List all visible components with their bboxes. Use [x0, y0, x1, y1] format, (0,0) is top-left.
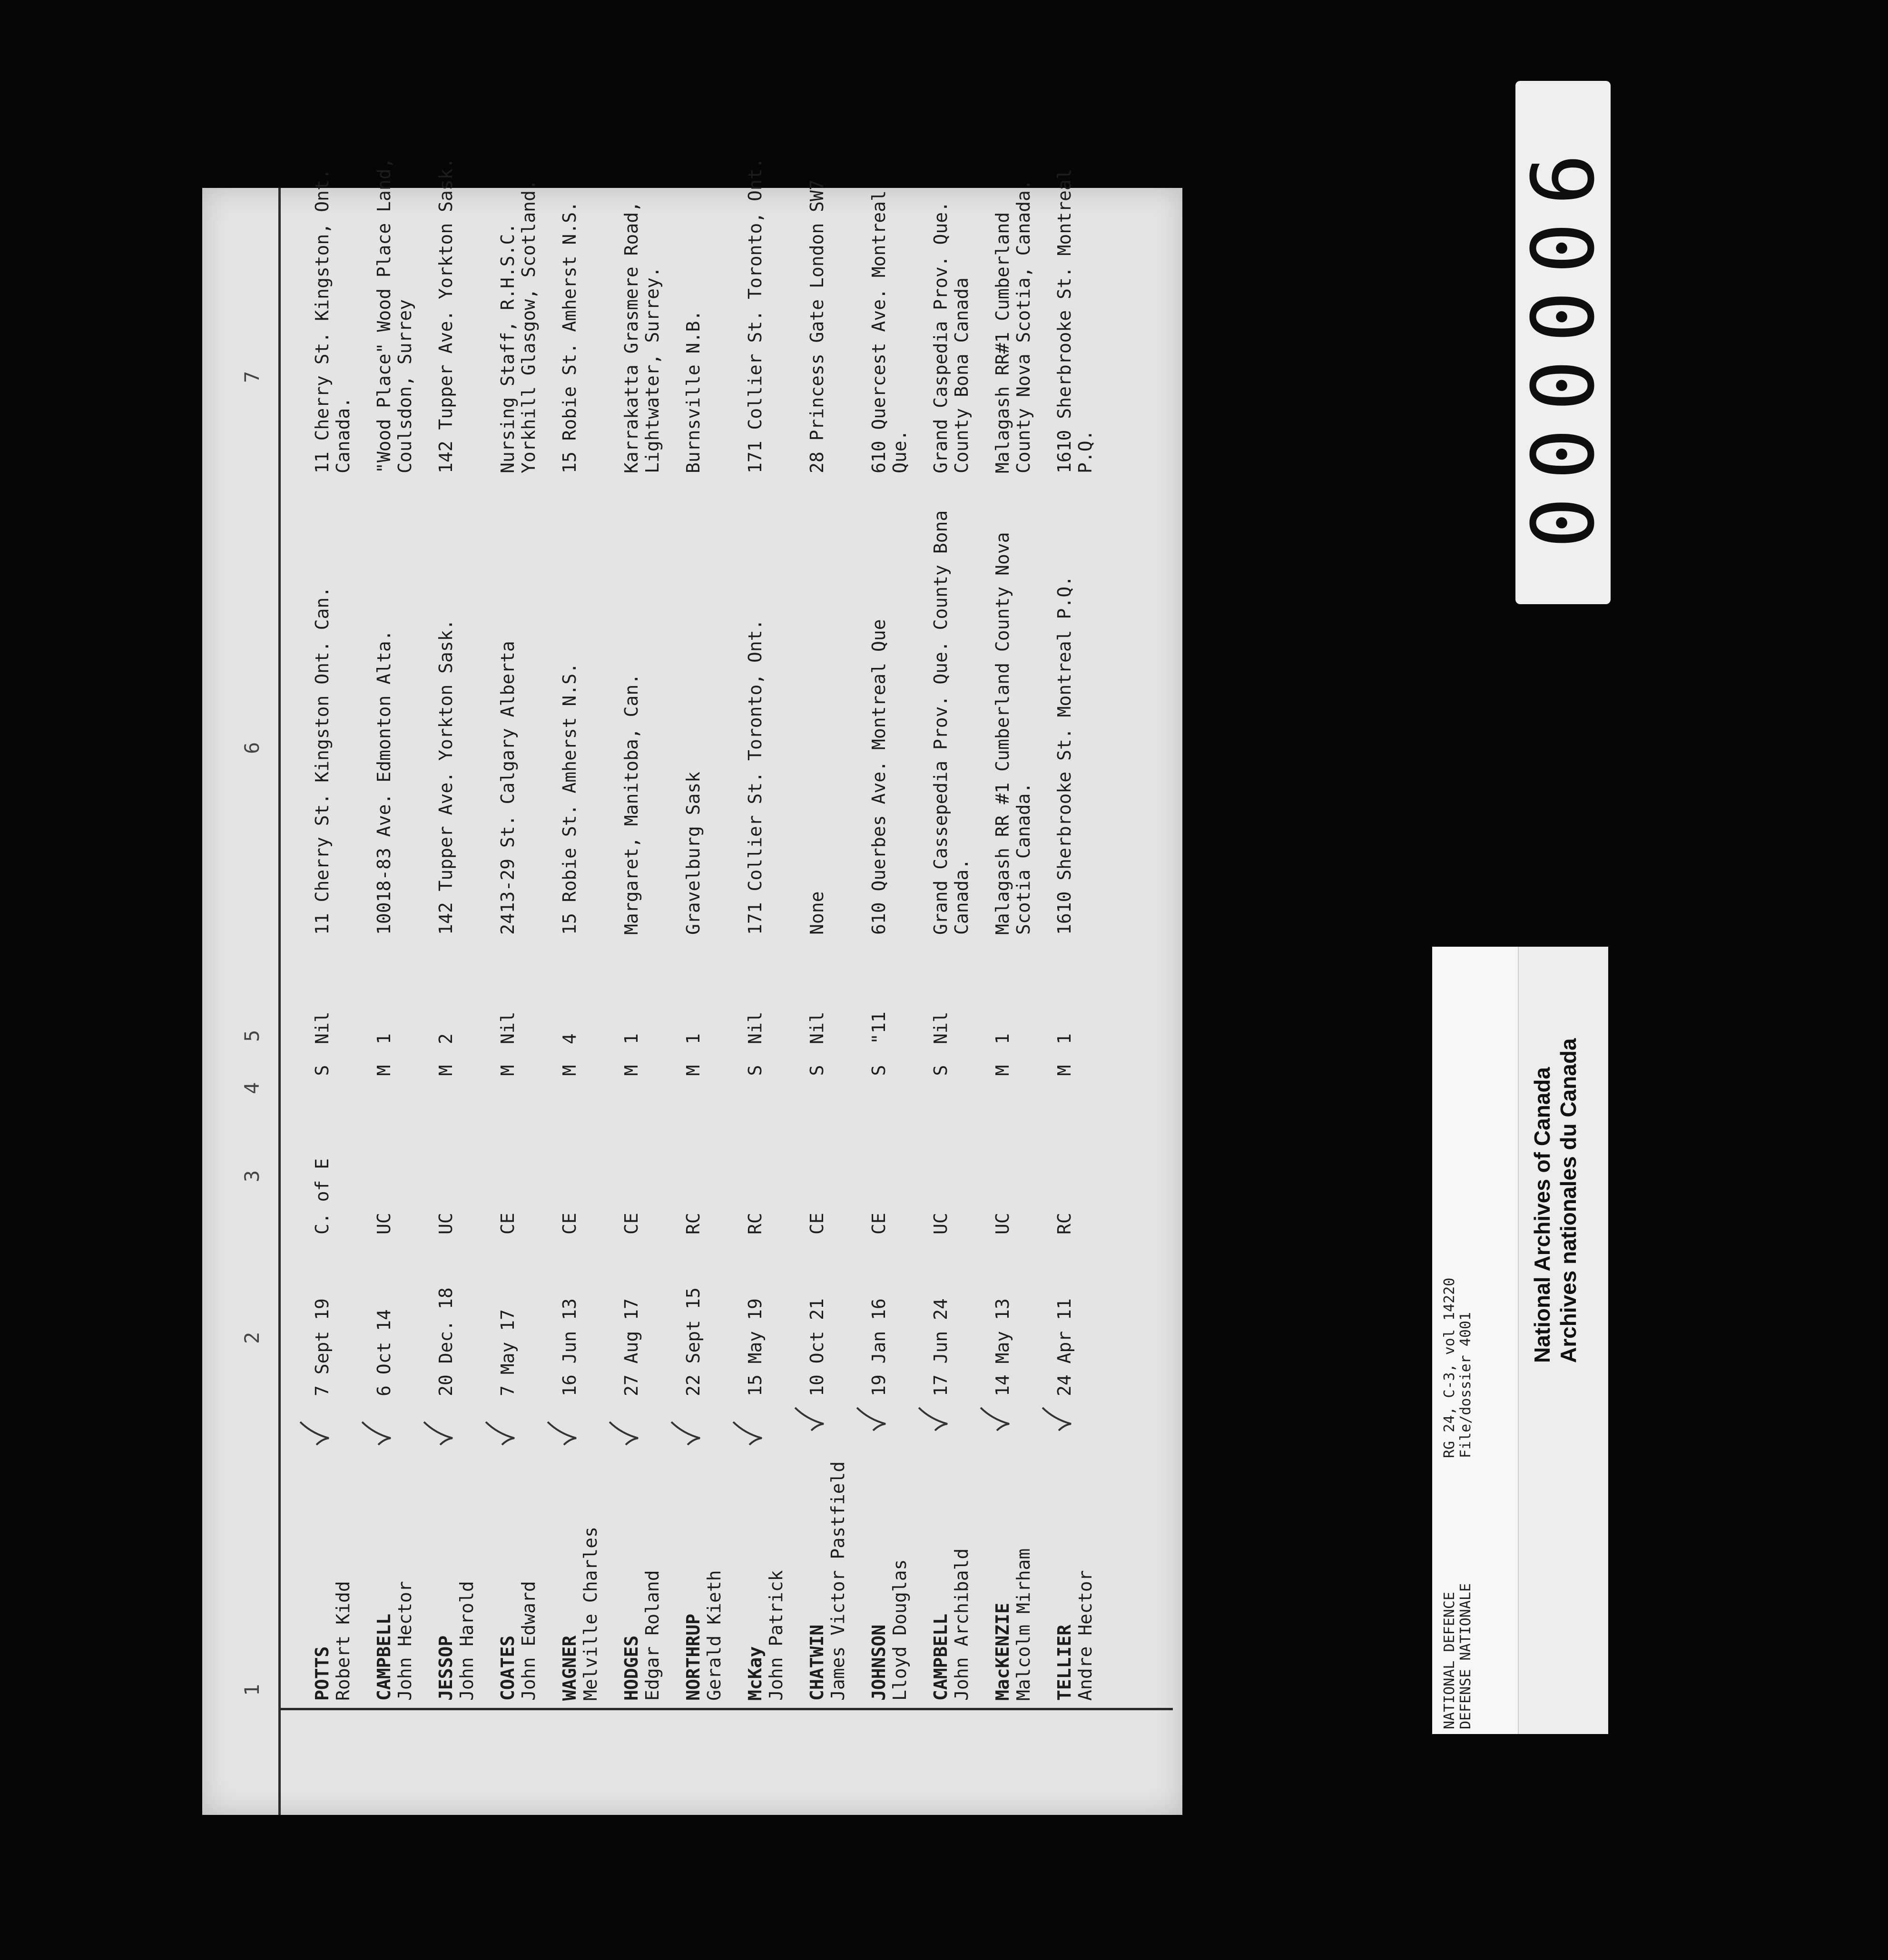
- dependents: 2: [435, 1033, 456, 1044]
- archives-label-content: [1432, 947, 1608, 1734]
- dependents: 1: [1054, 1033, 1075, 1044]
- address-column-7: 610 Quercest Ave. Montreal Que.: [868, 190, 910, 473]
- dependents: 1: [683, 1033, 704, 1044]
- archives-name-fr: Archives nationales du Canada: [1556, 1038, 1581, 1363]
- record-row: [806, 179, 868, 1815]
- check-mark-icon: [545, 1420, 578, 1449]
- name-cell: [1054, 1406, 1096, 1701]
- religion: CE: [806, 1213, 827, 1235]
- dependents: Nil: [497, 1011, 518, 1044]
- address-column-6: Gravelburg Sask: [683, 771, 704, 935]
- surname: TELLIER: [1054, 1624, 1075, 1701]
- name-cell: [621, 1406, 663, 1701]
- religion: RC: [745, 1213, 766, 1235]
- check-mark-icon: [792, 1406, 826, 1434]
- given-names: Melville Charles: [580, 1526, 601, 1701]
- religion: RC: [1054, 1213, 1075, 1235]
- check-mark-icon: [730, 1420, 764, 1449]
- address-column-7: Karrakatta Grasmere Road, Lightwater, Surrey.: [621, 201, 663, 473]
- address-column-6: 11 Cherry St. Kingston Ont. Can.: [312, 586, 333, 935]
- surname: CHATWIN: [806, 1624, 827, 1701]
- marital-status: S: [312, 1065, 333, 1076]
- given-names: James Victor Pastfield: [827, 1461, 848, 1701]
- surname: NORTHRUP: [683, 1613, 704, 1701]
- address-column-6: 610 Querbes Ave. Montreal Que: [868, 619, 889, 935]
- given-names: Malcolm Mirham: [1013, 1548, 1034, 1701]
- reference-file: File/dossier 4001: [1457, 1312, 1474, 1458]
- surname: JESSOP: [435, 1635, 456, 1701]
- archives-label: [1432, 947, 1608, 1734]
- address-column-7: Burnsville N.B.: [683, 310, 704, 473]
- record-row: [312, 168, 374, 1815]
- dependents: Nil: [745, 1011, 766, 1044]
- surname: POTTS: [312, 1646, 333, 1701]
- record-row: [930, 188, 992, 1815]
- column-number-1: 1: [240, 1684, 264, 1696]
- marital-status: M: [683, 1065, 704, 1076]
- birth-date: 27 Aug 17: [621, 1298, 642, 1396]
- given-names: John Hector: [394, 1581, 415, 1701]
- birth-date: 16 Jun 13: [559, 1298, 580, 1396]
- marital-status: S: [868, 1065, 889, 1076]
- religion: UC: [435, 1213, 456, 1235]
- column-number-4: 4: [240, 1082, 264, 1094]
- religion: UC: [374, 1213, 394, 1235]
- record-card-content: [202, 157, 1182, 1815]
- record-row: [497, 179, 559, 1815]
- dependents: Nil: [930, 1011, 951, 1044]
- frame-number-content: [1515, 81, 1611, 604]
- surname: HODGES: [621, 1635, 642, 1701]
- birth-date: 19 Jan 16: [868, 1298, 889, 1396]
- department-fr: DEFENSE NATIONALE: [1457, 1583, 1474, 1729]
- religion: UC: [992, 1213, 1013, 1235]
- given-names: Andre Hector: [1075, 1570, 1096, 1701]
- surname: MacKENZIE: [992, 1603, 1013, 1701]
- name-cell: [930, 1406, 972, 1701]
- surname: COATES: [497, 1635, 518, 1701]
- marital-status: M: [1054, 1065, 1075, 1076]
- given-names: John Harold: [456, 1581, 477, 1701]
- address-column-7: 11 Cherry St. Kingston, Ont. Canada.: [312, 168, 354, 473]
- check-mark-icon: [607, 1420, 640, 1449]
- surname: McKay: [745, 1646, 766, 1701]
- dependents: Nil: [312, 1011, 333, 1044]
- birth-date: 6 Oct 14: [374, 1309, 394, 1396]
- marital-status: S: [745, 1065, 766, 1076]
- dependents: 1: [374, 1033, 394, 1044]
- address-column-6: 142 Tupper Ave. Yorkton Sask.: [435, 619, 456, 935]
- record-row: [621, 188, 683, 1815]
- check-mark-icon: [297, 1420, 331, 1449]
- given-names: Edgar Roland: [642, 1570, 663, 1701]
- birth-date: 15 May 19: [745, 1298, 766, 1396]
- marital-status: M: [992, 1065, 1013, 1076]
- name-cell: [374, 1406, 415, 1701]
- religion: CE: [621, 1213, 642, 1235]
- religion: CE: [868, 1213, 889, 1235]
- check-mark-icon: [1040, 1406, 1073, 1434]
- name-cell: [497, 1406, 539, 1701]
- religion: CE: [559, 1213, 580, 1235]
- dependents: 4: [559, 1033, 580, 1044]
- label-divider: [1518, 947, 1519, 1734]
- name-cell: [683, 1406, 725, 1701]
- check-mark-icon: [421, 1420, 454, 1449]
- address-column-7: 1610 Sherbrooke St. Montreal P.Q.: [1054, 168, 1096, 473]
- marital-status: M: [559, 1065, 580, 1076]
- religion: UC: [930, 1213, 951, 1235]
- check-mark-icon: [854, 1406, 887, 1434]
- frame-number-plate: [1515, 81, 1611, 604]
- surname: WAGNER: [559, 1635, 580, 1701]
- record-row: [868, 188, 930, 1815]
- dependents: 1: [992, 1033, 1013, 1044]
- address-column-7: 142 Tupper Ave. Yorkton Sask.: [435, 157, 456, 473]
- column-number-3: 3: [240, 1170, 264, 1182]
- address-column-7: 171 Collier St. Toronto, Ont.: [745, 157, 766, 473]
- given-names: Robert Kidd: [333, 1581, 354, 1701]
- address-column-6: Grand Cassepedia Prov. Que. County Bona Canada.: [930, 510, 972, 935]
- archives-name-en: National Archives of Canada: [1530, 1067, 1554, 1363]
- surname: JOHNSON: [868, 1624, 889, 1701]
- marital-status: S: [930, 1065, 951, 1076]
- name-cell: [806, 1406, 848, 1701]
- record-row: [374, 157, 435, 1815]
- name-cell: [992, 1406, 1034, 1701]
- record-row: [1054, 168, 1116, 1815]
- name-cell: [868, 1406, 910, 1701]
- address-column-7: Nursing Staff, R.H.S.C. Yorkhill Glasgow, Scotland.: [497, 179, 539, 473]
- marital-status: M: [374, 1065, 394, 1076]
- religion: CE: [497, 1213, 518, 1235]
- address-column-6: 15 Robie St. Amherst N.S.: [559, 663, 580, 935]
- department-en: NATIONAL DEFENCE: [1441, 1592, 1458, 1729]
- name-cell: [559, 1406, 601, 1701]
- birth-date: 10 Oct 21: [806, 1298, 827, 1396]
- given-names: John Archibald: [951, 1548, 972, 1701]
- check-mark-icon: [669, 1420, 702, 1449]
- column-number-2: 2: [240, 1332, 264, 1344]
- given-names: Gerald Kieth: [704, 1570, 725, 1701]
- check-mark-icon: [916, 1406, 949, 1434]
- given-names: Lloyd Douglas: [889, 1559, 910, 1701]
- address-column-6: 10018-83 Ave. Edmonton Alta.: [374, 630, 394, 935]
- record-row: [745, 157, 806, 1815]
- column-number-5: 5: [240, 1029, 264, 1042]
- record-card: [202, 157, 1182, 1815]
- birth-date: 20 Dec. 18: [435, 1287, 456, 1396]
- given-names: John Patrick: [766, 1570, 787, 1701]
- reference-volume: RG 24, C-3, vol 14220: [1441, 1277, 1458, 1458]
- birth-date: 14 May 13: [992, 1298, 1013, 1396]
- marital-status: S: [806, 1065, 827, 1076]
- record-row: [435, 157, 497, 1815]
- frame-number: 000006: [1514, 136, 1613, 549]
- record-row: [683, 188, 745, 1815]
- surname: CAMPBELL: [930, 1613, 951, 1701]
- header-rule: [278, 188, 281, 1815]
- dependents: 1: [621, 1033, 642, 1044]
- marital-status: M: [435, 1065, 456, 1076]
- birth-date: 24 Apr 11: [1054, 1298, 1075, 1396]
- record-row: [559, 188, 621, 1815]
- surname: CAMPBELL: [374, 1613, 394, 1701]
- birth-date: 17 Jun 24: [930, 1298, 951, 1396]
- dependents: Nil: [806, 1011, 827, 1044]
- birth-date: 7 May 17: [497, 1309, 518, 1396]
- check-mark-icon: [978, 1406, 1011, 1434]
- name-cell: [312, 1406, 354, 1701]
- address-column-6: 2413-29 St. Calgary Alberta: [497, 641, 518, 935]
- religion: C. of E: [312, 1158, 333, 1235]
- dependents: "11: [868, 1011, 889, 1044]
- address-column-7: 28 Princess Gate London SW7: [806, 179, 827, 473]
- religion: RC: [683, 1213, 704, 1235]
- birth-date: 7 Sept 19: [312, 1298, 333, 1396]
- address-column-6: 171 Collier St. Toronto, Ont.: [745, 619, 766, 935]
- name-cell: [435, 1406, 477, 1701]
- address-column-7: 15 Robie St. Amherst N.S.: [559, 201, 580, 473]
- check-mark-icon: [483, 1420, 516, 1449]
- address-column-6: Margaret, Manitoba, Can.: [621, 673, 642, 935]
- name-cell: [745, 1406, 787, 1701]
- address-column-6: 1610 Sherbrooke St. Montreal P.Q.: [1054, 576, 1075, 935]
- column-number-7: 7: [240, 371, 264, 383]
- check-mark-icon: [359, 1420, 393, 1449]
- address-column-6: Malagash RR #1 Cumberland County Nova Scotia Canada.: [992, 532, 1034, 935]
- address-column-7: Grand Caspedia Prov. Que. County Bona Canada: [930, 201, 972, 473]
- marital-status: M: [497, 1065, 518, 1076]
- column-number-6: 6: [240, 742, 264, 754]
- record-row: [992, 179, 1054, 1815]
- given-names: John Edward: [518, 1581, 539, 1701]
- marital-status: M: [621, 1065, 642, 1076]
- address-column-6: None: [806, 891, 827, 935]
- address-column-7: "Wood Place" Wood Place Land, Coulsdon, Surrey: [374, 157, 415, 473]
- address-column-7: Malagash RR#1 Cumberland County Nova Scotia, Canada.: [992, 179, 1034, 473]
- birth-date: 22 Sept 15: [683, 1287, 704, 1396]
